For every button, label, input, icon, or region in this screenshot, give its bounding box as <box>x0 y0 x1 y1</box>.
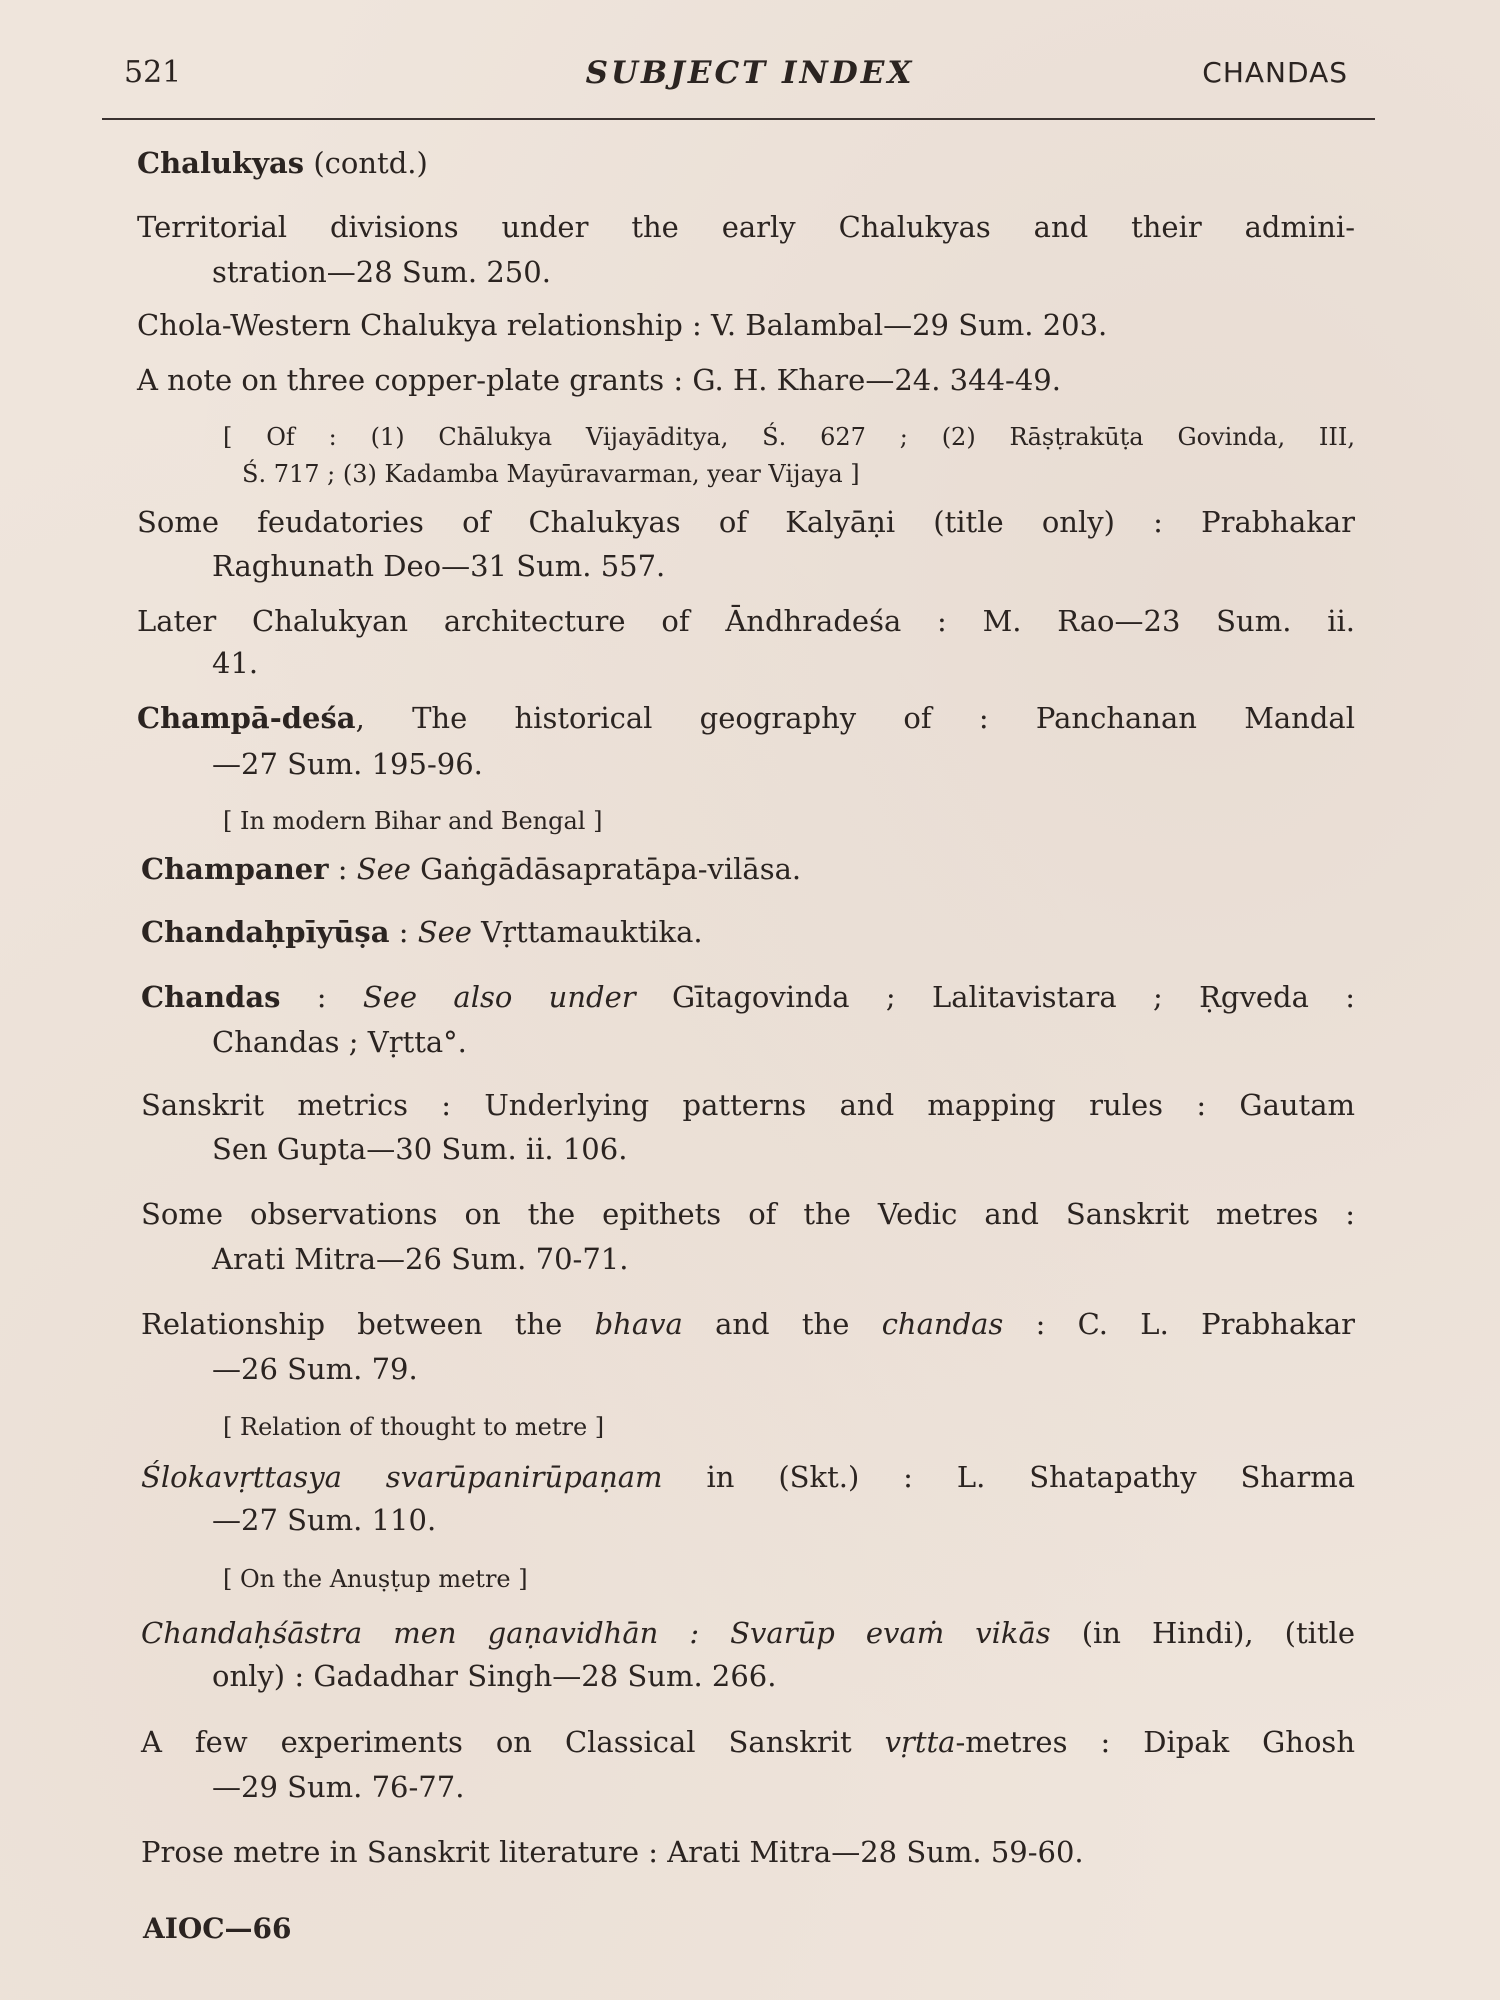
entry-text: Some feudatories of Chalukyas of Kalyāṇi (title only) : Prabhakar <box>137 505 1355 539</box>
index-entry-continuation <box>212 1500 436 1540</box>
entry-text: Gītagovinda ; Lalitavistara ; Ṛgveda : <box>635 980 1355 1014</box>
entry-text: , The historical geography of : Panchanan Mandal <box>355 701 1355 735</box>
index-entry-continuation <box>212 252 551 292</box>
index-entry-continuation <box>212 1129 627 1169</box>
index-entry-line <box>137 360 1061 400</box>
page-number: 521 <box>124 55 182 90</box>
entry-text: Relationship between the <box>141 1307 595 1341</box>
entry-text: (in Hindi), (title <box>1050 1616 1355 1650</box>
headword: Chandas <box>141 980 281 1014</box>
italic-text: vṛtta <box>884 1725 956 1759</box>
entry-text: 41. <box>212 646 259 680</box>
entry-text: Later Chalukyan architecture of Āndhradeśa : M. Rao—23 Sum. ii. <box>137 604 1355 638</box>
index-entry-line <box>137 143 428 183</box>
headword: Champaner <box>141 852 329 886</box>
index-entry-line <box>137 207 1355 247</box>
italic-text: See also under <box>362 980 636 1014</box>
entry-text: [ Relation of thought to metre ] <box>223 1413 605 1441</box>
italic-text: bhava <box>594 1307 683 1341</box>
entry-text: —27 Sum. 110. <box>212 1503 437 1537</box>
italic-text: See <box>356 852 411 886</box>
headword: Champā-deśa <box>137 701 356 735</box>
entry-text: : C. L. Prabhakar <box>1003 1307 1355 1341</box>
entry-text: Ś. 717 ; (3) Kadamba Mayūravarman, year Vijaya ] <box>242 460 860 488</box>
entry-text: Arati Mitra—26 Sum. 70-71. <box>212 1242 629 1276</box>
index-entry-continuation <box>212 744 483 784</box>
index-note-line <box>223 1559 528 1599</box>
running-title: SUBJECT INDEX <box>585 55 915 91</box>
index-note-line <box>242 454 860 494</box>
entry-text: Chandas ; Vṛtta°. <box>212 1025 467 1059</box>
entry-text: and the <box>682 1307 882 1341</box>
index-entry-line <box>141 1832 1084 1872</box>
entry-text: —27 Sum. 195-96. <box>212 747 483 781</box>
header-rule <box>102 118 1375 120</box>
entry-text: : <box>280 980 363 1014</box>
italic-text: Chandaḥśāstra men gaṇavidhān : Svarūp evaṁ vikās <box>141 1616 1051 1650</box>
index-entry-line <box>141 1194 1355 1234</box>
index-entry-line <box>137 601 1355 641</box>
index-entry-continuation <box>212 1349 418 1389</box>
entry-text: (contd.) <box>304 146 428 180</box>
entry-text: —26 Sum. 79. <box>212 1352 418 1386</box>
entry-text: Gaṅgādāsapratāpa-vilāsa. <box>410 852 802 886</box>
index-note-line <box>223 801 602 841</box>
headword: Chalukyas <box>137 146 305 180</box>
entry-text: [ In modern Bihar and Bengal ] <box>223 807 603 835</box>
index-entry-line <box>141 849 801 889</box>
index-entry-continuation <box>212 1022 467 1062</box>
index-entry-continuation <box>212 643 258 683</box>
index-entry-line <box>141 1085 1355 1125</box>
index-entry-line <box>137 305 1107 345</box>
entry-text: only) : Gadadhar Singh—28 Sum. 266. <box>212 1659 777 1693</box>
index-note-line <box>223 417 1355 457</box>
entry-text: -metres : Dipak Ghosh <box>955 1725 1355 1759</box>
entry-text: A note on three copper-plate grants : G. H. Khare—24. 344-49. <box>137 363 1061 397</box>
index-entry-line <box>141 1613 1355 1653</box>
index-entry-continuation <box>212 1656 776 1696</box>
index-note-line <box>223 1407 604 1447</box>
entry-text: [ On the Anuṣṭup metre ] <box>223 1565 528 1593</box>
entry-text: Vṛttamauktika. <box>471 915 703 949</box>
entry-text: Sen Gupta—30 Sum. ii. 106. <box>212 1132 628 1166</box>
headword: Chandaḥpīyūṣa <box>141 915 390 949</box>
entry-text: Territorial divisions under the early Chalukyas and their admini- <box>137 210 1355 244</box>
index-entry-continuation <box>212 1767 464 1807</box>
index-entry-continuation <box>212 546 665 586</box>
index-entry-line <box>141 977 1355 1017</box>
entry-text: Chola-Western Chalukya relationship : V. Balambal—29 Sum. 203. <box>137 308 1108 342</box>
index-entry-line <box>137 502 1355 542</box>
entry-text: in (Skt.) : L. Shatapathy Sharma <box>662 1460 1356 1494</box>
entry-text: stration—28 Sum. 250. <box>212 255 551 289</box>
entry-text: Raghunath Deo—31 Sum. 557. <box>212 549 666 583</box>
entry-text: Sanskrit metrics : Underlying patterns and mapping rules : Gautam <box>141 1088 1355 1122</box>
entry-text: Prose metre in Sanskrit literature : Arati Mitra—28 Sum. 59-60. <box>141 1835 1084 1869</box>
italic-text: chandas <box>881 1307 1004 1341</box>
entry-text: A few experiments on Classical Sanskrit <box>141 1725 885 1759</box>
footer-signature: AIOC—66 <box>143 1912 292 1945</box>
entry-text: Some observations on the epithets of the Vedic and Sanskrit metres : <box>141 1197 1355 1231</box>
italic-text: Ślokavṛttasya svarūpanirūpaṇam <box>141 1460 663 1494</box>
section-heading: CHANDAS <box>1202 56 1348 89</box>
italic-text: See <box>417 915 472 949</box>
entry-text: [ Of : (1) Chālukya Vijayāditya, Ś. 627 ; (2) Rāṣṭrakūṭa Govinda, III, <box>223 423 1355 451</box>
entry-text: —29 Sum. 76-77. <box>212 1770 465 1804</box>
index-entry-line <box>141 1722 1355 1762</box>
index-entry-line <box>137 698 1355 738</box>
index-entry-continuation <box>212 1239 628 1279</box>
index-entry-line <box>141 1304 1355 1344</box>
index-entry-line <box>141 912 703 952</box>
entry-text: : <box>389 915 418 949</box>
index-entry-line <box>141 1457 1355 1497</box>
entry-text: : <box>328 852 357 886</box>
